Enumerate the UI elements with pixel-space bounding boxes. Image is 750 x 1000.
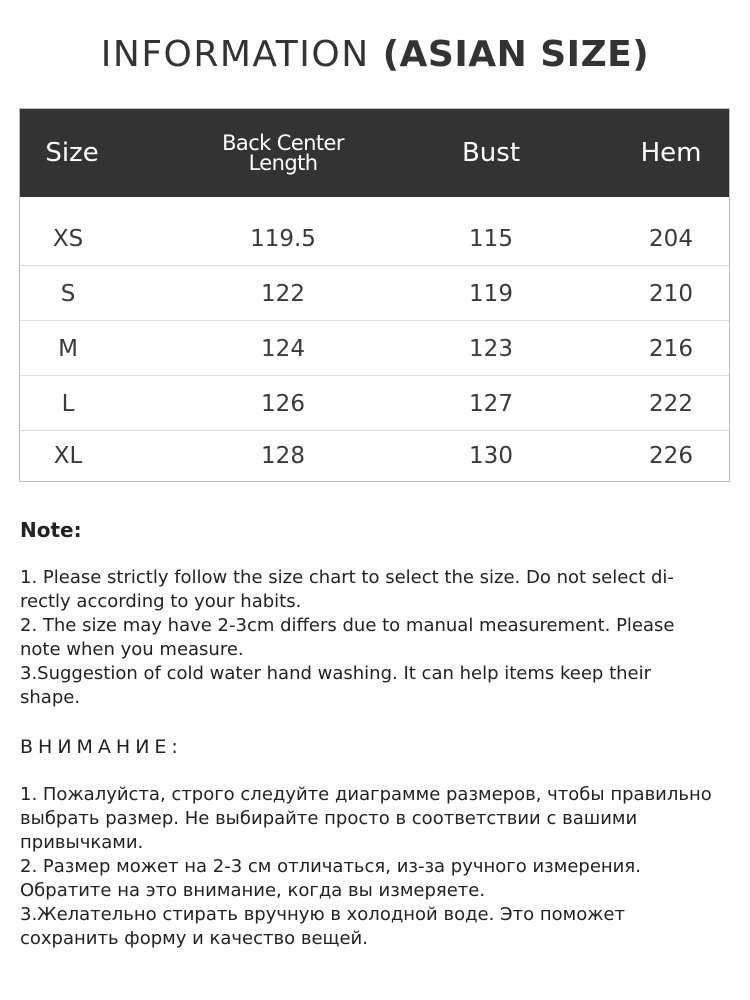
cell-size: XL [53, 442, 83, 469]
table-header [20, 109, 729, 197]
note-ru-line: сохранить форму и качество вещей. [20, 928, 368, 949]
cell-hem: 216 [649, 335, 693, 362]
header-bust: Bust [461, 138, 521, 168]
note-ru-line: 1. Пожалуйста, строго следуйте диаграмме размеров, чтобы правильно [20, 784, 712, 805]
note-line: 1. Please strictly follow the size chart to select the size. Do not select di- [20, 567, 674, 588]
title-light: INFORMATION [100, 34, 370, 75]
cell-hem: 226 [649, 442, 693, 469]
cell-bust: 115 [469, 225, 513, 252]
cell-size: XS [52, 225, 84, 252]
cell-size: M [58, 335, 78, 362]
note-ru-title: ВНИМАНИЕ: [20, 736, 183, 758]
table-row [20, 376, 729, 431]
note-line: note when you measure. [20, 639, 244, 660]
table-row [20, 428, 729, 483]
cell-size: S [60, 280, 76, 307]
note-ru-line: Обратите на это внимание, когда вы измеряете. [20, 880, 486, 901]
page-title [0, 34, 750, 75]
cell-bust: 127 [469, 390, 513, 417]
note-body [20, 566, 730, 710]
header-hem: Hem [640, 138, 702, 168]
cell-back-center-length: 126 [261, 390, 305, 417]
header-size: Size [45, 138, 99, 168]
cell-back-center-length: 122 [261, 280, 305, 307]
header-back-center-line1: Back Center [222, 131, 344, 155]
header-back-center-length [200, 109, 366, 197]
cell-back-center-length: 128 [261, 442, 305, 469]
note-line: rectly according to your habits. [20, 591, 302, 612]
cell-hem: 222 [649, 390, 693, 417]
cell-hem: 204 [649, 225, 693, 252]
table-row [20, 266, 729, 321]
cell-hem: 210 [649, 280, 693, 307]
note-ru-line: привычками. [20, 832, 144, 853]
cell-bust: 123 [469, 335, 513, 362]
note-line: 2. The size may have 2-3cm differs due to manual measurement. Please [20, 615, 675, 636]
cell-size: L [61, 390, 75, 417]
cell-bust: 130 [469, 442, 513, 469]
note-line: shape. [20, 687, 81, 708]
note-ru-line: 3.Желательно стирать вручную в холодной воде. Это поможет [20, 904, 625, 925]
note-ru-body [20, 783, 730, 951]
cell-back-center-length: 124 [261, 335, 305, 362]
table-row [20, 321, 729, 376]
size-table [19, 108, 730, 482]
note-line: 3.Suggestion of cold water hand washing. It can help items keep their [20, 663, 652, 684]
header-back-center-line2: Length [248, 151, 318, 175]
cell-bust: 119 [469, 280, 513, 307]
table-row [20, 211, 729, 266]
cell-back-center-length: 119.5 [250, 225, 316, 252]
note-ru-line: 2. Размер может на 2-3 см отличаться, из-за ручного измерения. [20, 856, 641, 877]
note-ru-line: выбрать размер. Не выбирайте просто в соответствии с вашими [20, 808, 638, 829]
title-bold: (ASIAN SIZE) [382, 34, 650, 75]
note-title: Note: [20, 518, 82, 542]
